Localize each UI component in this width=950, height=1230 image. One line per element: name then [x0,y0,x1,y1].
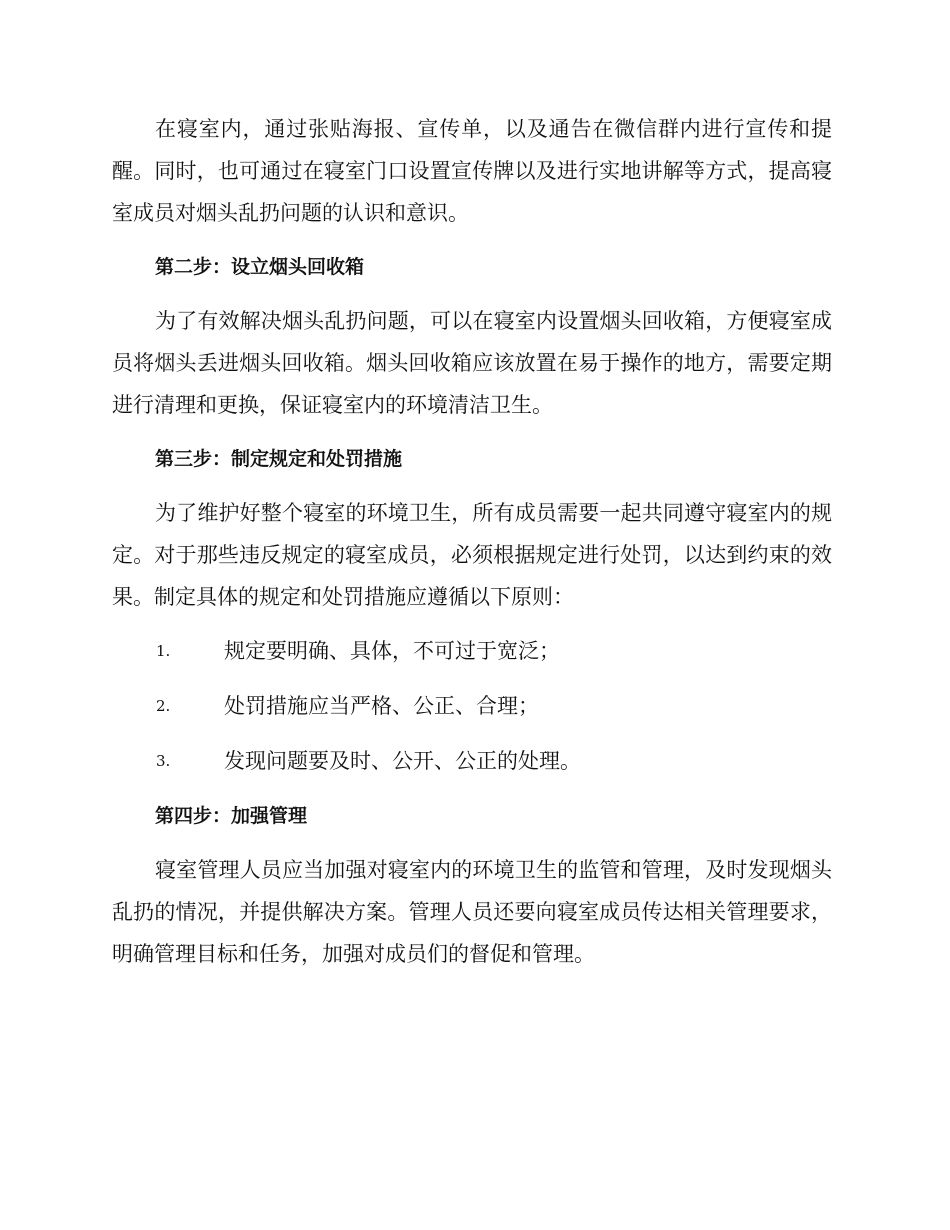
list-item-text: 规定要明确、具体，不可过于宽泛； [224,639,560,663]
list-item [112,740,832,782]
list-item-number: 1. [156,642,171,660]
list-item [112,685,832,727]
list-item-text: 处罚措施应当严格、公正、合理； [224,694,539,718]
list-item [112,630,832,672]
list-item-text: 发现问题要及时、公开、公正的处理。 [224,749,581,773]
step3-paragraph: 为了维护好整个寝室的环境卫生，所有成员需要一起共同遵守寝室内的规定。对于那些违反规定的寝室成员，必须根据规定进行处罚，以达到约束的效果。制定具体的规定和处罚措施应遵循以下原则： [112,501,832,609]
list-item-number: 2. [156,697,171,715]
principles-list [112,630,832,782]
step4-paragraph: 寝室管理人员应当加强对寝室内的环境卫生的监管和管理，及时发现烟头乱扔的情况，并提供解决方案。管理人员还要向寝室成员传达相关管理要求，明确管理目标和任务，加强对成员们的督促和管理。 [112,858,832,966]
step2-heading: 第二步：设立烟头回收箱 [155,256,365,278]
intro-paragraph: 在寝室内，通过张贴海报、宣传单，以及通告在微信群内进行宣传和提醒。同时，也可通过在寝室门口设置宣传牌以及进行实地讲解等方式，提高寝室成员对烟头乱扔问题的认识和意识。 [112,117,832,225]
step3-heading: 第三步：制定规定和处罚措施 [155,448,403,470]
step4-heading: 第四步：加强管理 [155,805,308,827]
step2-paragraph: 为了有效解决烟头乱扔问题，可以在寝室内设置烟头回收箱，方便寝室成员将烟头丢进烟头回收箱。烟头回收箱应该放置在易于操作的地方，需要定期进行清理和更换，保证寝室内的环境清洁卫生。 [112,309,832,417]
list-item-number: 3. [156,752,171,770]
document-body [112,108,832,975]
